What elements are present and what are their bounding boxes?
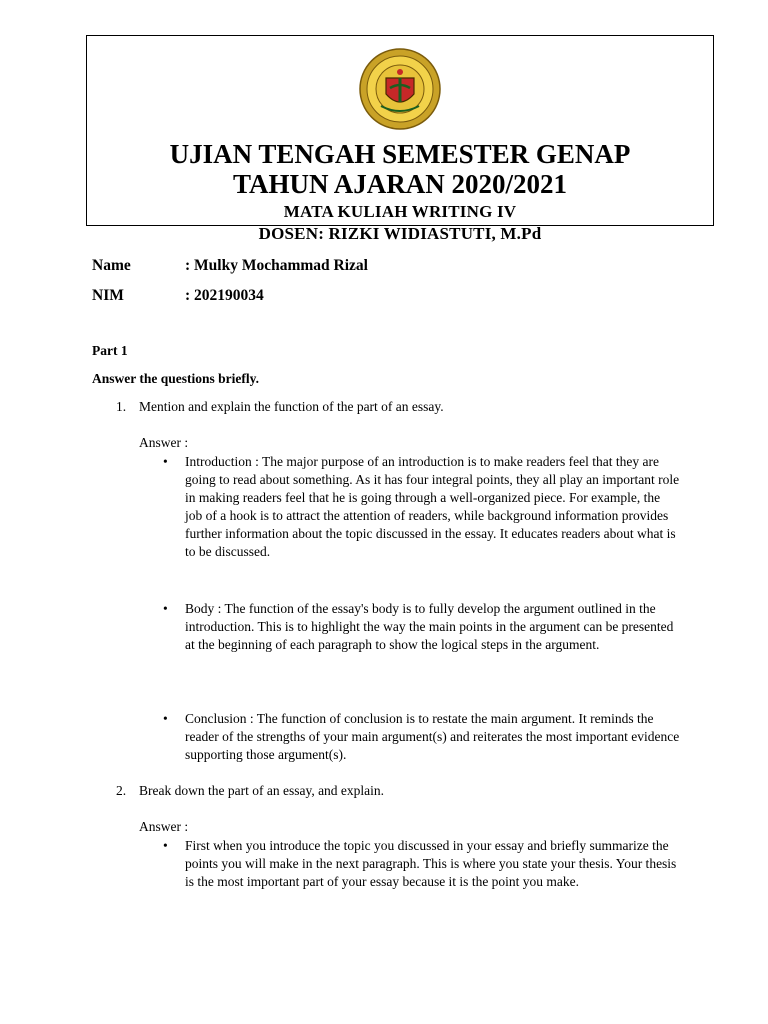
part-title: Part 1 (92, 343, 128, 358)
bullet-dot-icon: • (163, 454, 168, 469)
bullet-text: Introduction : The major purpose of an introduction is to make readers feel that they are going to read about something. As it has four integral points, they all play an important role in making readers feel that he is going through a well-organized piece. For example, the job of a hook is to attract the attention of readers, while background information provides further information about the topic discussed in the essay. It educates readers about what is to be discussed. (185, 454, 680, 559)
question-text: Break down the part of an essay, and explain. (139, 783, 385, 798)
question-number: 2. (116, 783, 127, 798)
bullet-dot-icon: • (163, 838, 168, 853)
exam-title-line2: TAHUN AJARAN 2020/2021 (232, 169, 567, 199)
bullet-text: Body : The function of the essay's body is to fully develop the argument outlined in the introduction. This is to highlight the way the main points in the argument can be presented at the beginning of each paragraph to show the logical steps in the argument. (185, 601, 674, 652)
question-text: Mention and explain the function of the part of an essay. (139, 399, 444, 414)
nim-value: : 202190034 (185, 287, 264, 304)
part-instruction: Answer the questions briefly. (92, 371, 260, 386)
question-number: 1. (116, 399, 127, 414)
answer-label: Answer : (139, 819, 189, 834)
name-label: Name (92, 257, 131, 274)
university-seal-icon (359, 48, 441, 130)
answer-label: Answer : (139, 435, 189, 450)
exam-title-line1: UJIAN TENGAH SEMESTER GENAP (169, 139, 631, 169)
bullet-text: Conclusion : The function of conclusion is to restate the main argument. It reminds the reader of the strengths of your main argument(s) and reiterates the most important evidence supporting those argument(s). (185, 711, 680, 762)
bullet-dot-icon: • (163, 601, 168, 616)
bullet-dot-icon: • (163, 711, 168, 726)
exam-header-box (86, 35, 714, 243)
nim-label: NIM (92, 287, 124, 304)
lecturer-subtitle: DOSEN: RIZKI WIDIASTUTI, M.Pd (258, 224, 542, 243)
name-value: : Mulky Mochammad Rizal (185, 257, 368, 274)
bullet-text: First when you introduce the topic you discussed in your essay and briefly summarize the points you will make in the next paragraph. This is where you state your thesis. Your thesis is the most important part of your essay because it is the point you make. (185, 838, 677, 889)
course-subtitle: MATA KULIAH WRITING IV (283, 202, 517, 221)
